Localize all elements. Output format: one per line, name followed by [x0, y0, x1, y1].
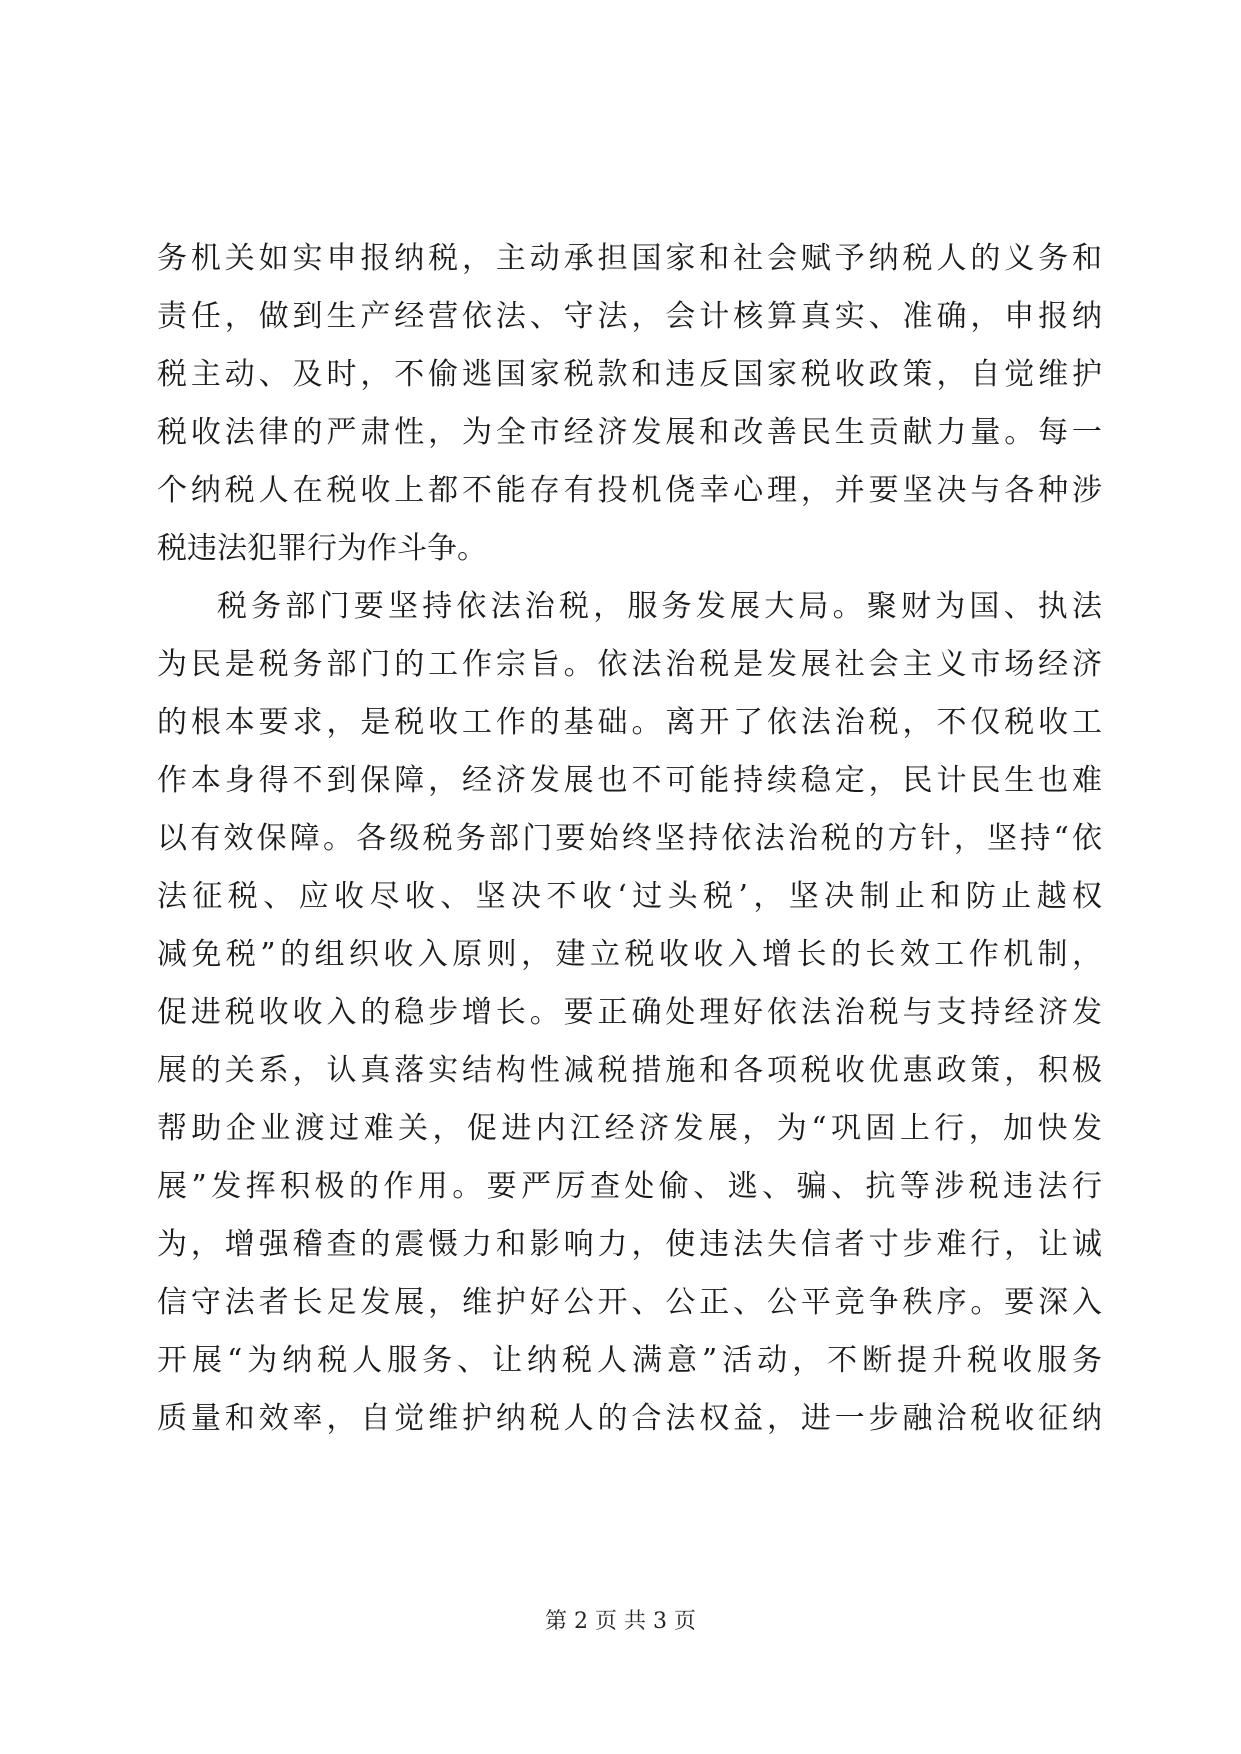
text-line: 以有效保障。各级税务部门要始终坚持依法治税的方针，坚持“依	[157, 821, 1102, 856]
text-line: 责任，做到生产经营依法、守法，会计核算真实、准确，申报纳	[157, 299, 1102, 334]
document-body	[157, 230, 1102, 1448]
text-line: 帮助企业渡过难关，促进内江经济发展，为“巩固上行，加快发	[157, 1111, 1102, 1146]
text-line: 的根本要求，是税收工作的基础。离开了依法治税，不仅税收工	[157, 705, 1102, 740]
text-line: 质量和效率，自觉维护纳税人的合法权益，进一步融洽税收征纳	[157, 1401, 1102, 1436]
text-line: 展”发挥积极的作用。要严厉查处偷、逃、骗、抗等涉税违法行	[157, 1169, 1102, 1204]
text-line: 为民是税务部门的工作宗旨。依法治税是发展社会主义市场经济	[157, 647, 1102, 682]
text-line: 信守法者长足发展，维护好公开、公正、公平竞争秩序。要深入	[157, 1285, 1102, 1320]
paragraph-1	[157, 230, 1102, 578]
text-line: 作本身得不到保障，经济发展也不可能持续稳定，民计民生也难	[157, 763, 1102, 798]
text-line: 税主动、及时，不偷逃国家税款和违反国家税收政策，自觉维护	[157, 357, 1102, 392]
text-line: 税务部门要坚持依法治税，服务发展大局。聚财为国、执法	[217, 589, 1102, 624]
text-line: 开展“为纳税人服务、让纳税人满意”活动，不断提升税收服务	[157, 1343, 1102, 1378]
text-line: 个纳税人在税收上都不能存有投机侥幸心理，并要坚决与各种涉	[157, 473, 1102, 508]
page-number-footer: 第 2 页 共 3 页	[545, 1609, 696, 1634]
text-line: 税违法犯罪行为作斗争。	[157, 531, 487, 566]
text-line: 为，增强稽查的震慑力和影响力，使违法失信者寸步难行，让诚	[157, 1227, 1102, 1262]
text-line: 税收法律的严肃性，为全市经济发展和改善民生贡献力量。每一	[157, 415, 1102, 450]
text-line: 展的关系，认真落实结构性减税措施和各项税收优惠政策，积极	[157, 1053, 1102, 1088]
text-line: 促进税收收入的稳步增长。要正确处理好依法治税与支持经济发	[157, 995, 1102, 1030]
text-line: 务机关如实申报纳税，主动承担国家和社会赋予纳税人的义务和	[157, 241, 1102, 276]
text-line: 减免税”的组织收入原则，建立税收收入增长的长效工作机制，	[157, 937, 1102, 972]
paragraph-2	[157, 578, 1102, 1448]
text-line: 法征税、应收尽收、坚决不收‘过头税’，坚决制止和防止越权	[157, 879, 1102, 914]
